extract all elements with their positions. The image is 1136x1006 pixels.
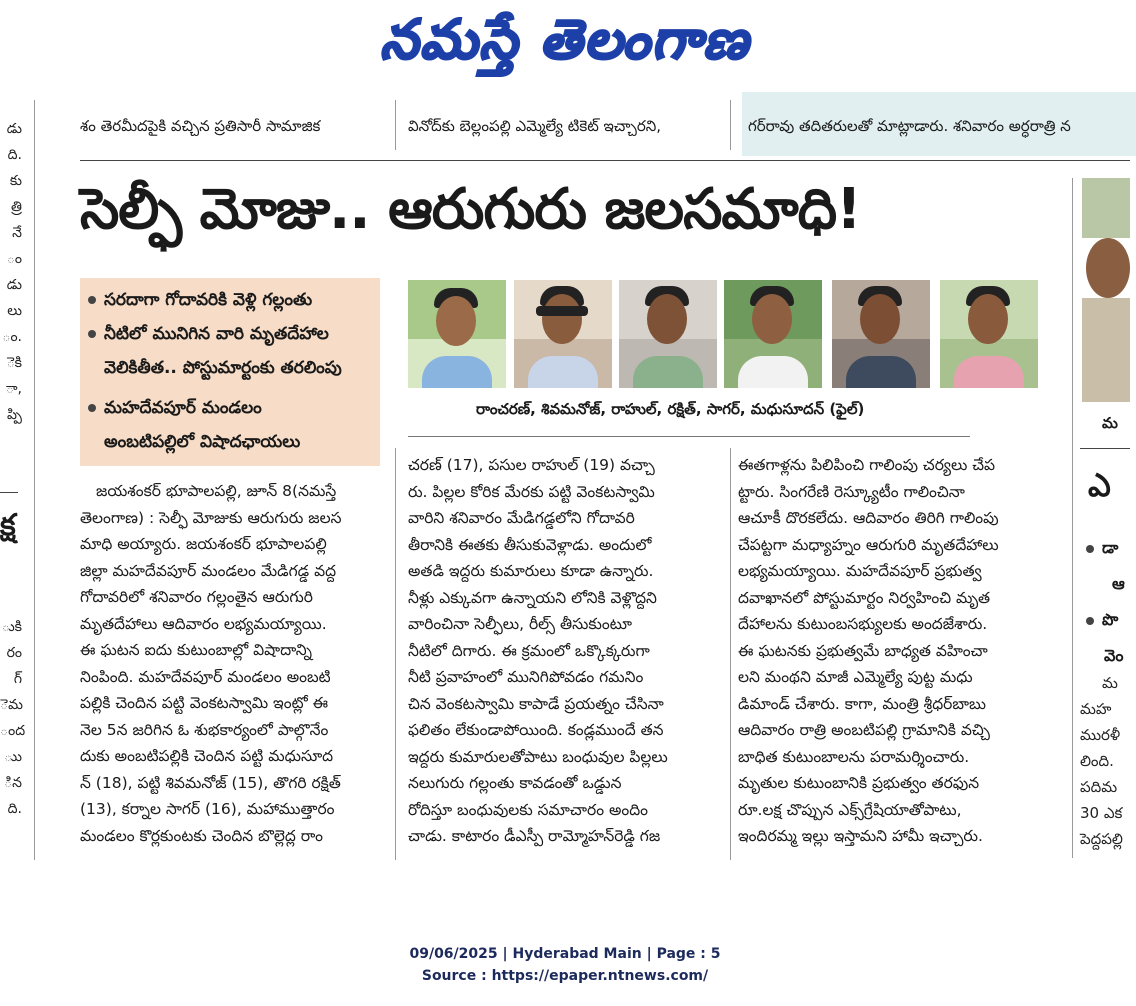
highlight-item-cont: వెలికితీత.. పోస్టుమార్టంకు తరలింపు — [104, 358, 342, 378]
highlight-item: మహదేవపూర్ మండలం — [88, 392, 262, 424]
victim-photo-5 — [832, 280, 930, 388]
caption-rule — [408, 436, 970, 437]
column-divider — [395, 448, 396, 860]
top-strip-col3: గర్‌రావు తదితరులతో మాట్లాడారు. శనివారం అర్ధరాత్రి న — [742, 92, 1136, 156]
highlight-item: నీటిలో మునిగిన వారి మృతదేహాల — [88, 318, 329, 350]
left-edge-divider — [0, 492, 18, 493]
bullet-icon — [88, 330, 96, 338]
masthead — [0, 0, 1130, 80]
right-edge-headline: ఎ — [1088, 466, 1111, 504]
bullet-icon — [1086, 617, 1094, 625]
column-divider — [1072, 178, 1073, 858]
right-edge-text: మ మహ మురళీ లింది. పదిమ 30 ఎక పెద్దపల్లి — [1080, 674, 1123, 848]
victim-photo-6 — [940, 280, 1038, 388]
article-column-2: చరణ్ (17), పసుల రాహుల్ (19) వచ్చా రు. పిల్లల కోరిక మేరకు పట్టి వెంకటస్వామి వారిని శనివారం మేడిగడ్డలోని గోదావరి తీరానికి ఈతకు తీసుకువెళ్లాడు. అందులో అతడి ఇద్దరు కుమారులు కూడా ఉన్నారు. నీళ్లు ఎక్కువగా ఉన్నాయని లోనికి వెళ్లొద్దని వారించినా సెల్ఫీలు, రీల్స్ తీసుకుంటూ నీటిలో దిగారు. ఈ క్రమంలో ఒక్కొక్కరుగా నీటి ప్రవాహంలో మునిగిపోవడం గమనిం చిన వెంకటస్వామి కాపాడే ప్రయత్నం చేసినా ఫలితం లేకుండాపోయింది. కండ్లముందే తన ఇద్దరు కుమారులతోపాటు బంధువుల పిల్లలు నలుగురు గల్లంతు కావడంతో ఒడ్డున రోదిస్తూ బంధువులకు సమాచారం అందిం చాడు. కాటారం డీఎస్పీ రామ్మోహన్‌రెడ్డి గజ — [408, 456, 668, 845]
right-edge-bullets: డా ఆ పొ వెం — [1086, 530, 1125, 674]
victim-photo-4 — [724, 280, 822, 388]
headline: సెల్ఫీ మోజు.. ఆరుగురు జలసమాధి! — [80, 177, 861, 242]
footer-date-edition: 09/06/2025 | Hyderabad Main | Page : 5 — [409, 946, 721, 962]
left-edge-text: డు ది. కు త్రి నే ం డు లు ం. ెకి ా, ప్పి — [2, 121, 22, 423]
left-edge-text-lower: ుకి రం గ్ ెమ ంద ుు ిన ది. — [0, 619, 26, 817]
victim-photo-3 — [619, 280, 717, 388]
left-column-rule — [34, 100, 35, 860]
newspaper-logo: నమస్తే తెలంగాణ — [380, 8, 750, 71]
highlight-item: సరదాగా గోదావరికి వెళ్లి గల్లంతు — [88, 284, 312, 316]
left-edge-headline: క్ష — [0, 508, 16, 543]
column-divider — [730, 100, 731, 150]
right-edge-photo — [1082, 178, 1130, 402]
top-strip-col1: శం తెరమీదపైకి వచ్చిన ప్రతిసారీ సామాజిక — [80, 117, 321, 135]
photo-caption: రాంచరణ్, శివమనోజ్, రాహుల్, రక్షిత్, సాగర్, మధుసూదన్ (ఫైల్) — [476, 400, 865, 418]
bullet-icon — [88, 404, 96, 412]
highlights-box — [80, 278, 380, 466]
column-divider — [395, 100, 396, 150]
column-divider — [730, 448, 731, 860]
victim-photo-2 — [514, 280, 612, 388]
highlight-item-cont: అంబటిపల్లిలో విషాదఛాయలు — [104, 432, 301, 452]
bullet-icon — [1086, 545, 1094, 553]
sunglasses-icon — [536, 306, 588, 316]
article-column-1: జయశంకర్ భూపాలపల్లి, జూన్ 8(నమస్తే తెలంగాణ) : సెల్ఫీ మోజుకు ఆరుగురు జలస మాధి అయ్యారు. జయశంకర్ భూపాలపల్లి జిల్లా మహదేవపూర్ మండలం మేడిగడ్డ వద్ద గోదావరిలో శనివారం గల్లంతైన ఆరుగురి మృతదేహాలు ఆదివారం లభ్యమయ్యాయి. ఈ ఘటన ఐదు కుటుంబాల్లో విషాదాన్ని నింపింది. మహదేవపూర్ మండలం అంబటి పల్లికి చెందిన పట్టి వెంకటస్వామి ఇంట్లో ఈ నెల 5న జరిగిన ఓ శుభకార్యంలో పాల్గొనేం దుకు అంబటిపల్లికి చెందిన పట్టి మధుసూద న్ (18), పట్టి శివమనోజ్ (15), తొగరి రక్షిత్ (13), కర్నాల సాగర్ (16), మహాముత్తారం మండలం కొర్లకుంటకు చెందిన బొల్లెద్ల రాం — [80, 482, 342, 845]
footer-source-link[interactable]: Source : https://epaper.ntnews.com/ — [421, 968, 709, 984]
right-edge-rule — [1080, 448, 1130, 449]
section-divider — [80, 160, 1130, 161]
article-column-3: ఈతగాళ్లను పిలిపించి గాలింపు చర్యలు చేప ట్టారు. సింగరేణి రెస్క్యూటీం గాలించినా ఆచూకీ దొరకలేదు. ఆదివారం తిరిగి గాలింపు చేపట్టగా మధ్యాహ్నం ఆరుగురి మృతదేహాలు లభ్యమయ్యాయి. మహదేవపూర్ ప్రభుత్వ దవాఖానలో పోస్టుమార్టం నిర్వహించి మృత దేహాలను కుటుంబసభ్యులకు అందజేశారు. ఈ ఘటనకు ప్రభుత్వమే బాధ్యత వహించా లని మంథని మాజీ ఎమ్మెల్యే పుట్ట మధు డిమాండ్ చేశారు. కాగా, మంత్రి శ్రీధర్‌బాబు ఆదివారం రాత్రి అంబటిపల్లి గ్రామానికి వచ్చి బాధిత కుటుంబాలను పరామర్శించారు. మృతుల కుటుంబానికి ప్రభుత్వం తరఫున రూ.లక్ష చొప్పున ఎక్స్‌గ్రేషియాతోపాటు, ఇందిరమ్మ ఇల్లు ఇస్తామని హామీ ఇచ్చారు. — [738, 456, 999, 845]
right-edge-caption: మ — [1102, 414, 1118, 432]
bullet-icon — [88, 296, 96, 304]
top-strip-col2: వినోద్‌కు బెల్లంపల్లి ఎమ్మెల్యే టికెట్ ఇచ్చారని, — [408, 117, 662, 135]
victim-photo-1 — [408, 280, 506, 388]
